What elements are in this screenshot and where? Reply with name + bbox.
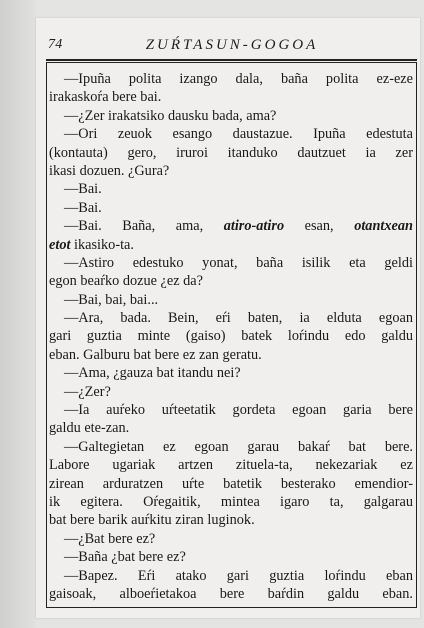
emphasis-text: otantxean (354, 218, 413, 235)
text-line: —Ia auŕeko uŕteetatik gordeta egoan garia bere (64, 402, 413, 419)
text-line: —Bai. (64, 199, 102, 216)
text-span: ikasiko-ta. (70, 236, 134, 253)
text-line: —¿Bat bere ez? (64, 530, 156, 547)
text-line: eban. Galburu bat bere ez zan geratu. (49, 346, 262, 363)
running-head (48, 37, 416, 57)
text-line: bat bere barik auŕkitu ziran luginok. (49, 512, 255, 529)
text-line: ikasi dozuen. ¿Gura? (49, 162, 170, 179)
body-text (49, 70, 413, 603)
running-title: ZUŔTASUN-GOGOA (145, 37, 319, 53)
text-line: —Ori zeuok esango daustazue. Ipuña edestuta (64, 126, 413, 143)
emphasis-text: atiro-atiro (223, 218, 285, 235)
book-page (36, 18, 420, 618)
header-rule (46, 59, 417, 61)
text-line: —Galtegietan ez egoan garau bakaŕ bat bere. (64, 438, 413, 455)
text-line: —Ipuña polita izango dala, baña polita ez-eze (64, 71, 413, 87)
page-gutter (0, 0, 36, 628)
text-line: galdu ete-zan. (49, 420, 130, 437)
text-line: egon beaŕko dozue ¿ez da? (49, 273, 203, 290)
text-line: gaisoak, alboeŕietakoa bere baŕdin galdu eban. (49, 585, 413, 602)
text-span: —Bai. Baña, ama, (64, 218, 224, 235)
text-line: —Ama, ¿gauza bat itandu nei? (64, 365, 241, 382)
text-line: —Bapez. Eŕi atako gari guztia loŕindu eban (64, 567, 413, 584)
text-line: irakaskoŕa bere bai. (49, 89, 162, 106)
text-line: (kontauta) gero, iruroi itanduko dautzuet ia zer (49, 144, 413, 161)
text-line: ik egitera. Oŕegaitik, mintea igaro ta, galgarau (49, 493, 413, 510)
text-span: esan, (284, 218, 355, 235)
text-line (49, 217, 413, 235)
text-line: —Bai. (64, 181, 102, 198)
text-line: gari guztia minte (gaiso) batek loŕindu edo galdu (49, 328, 413, 345)
text-line: Labore ugariak artzen zituela-ta, nekezariak ez (49, 457, 413, 474)
page-number: 74 (48, 37, 63, 52)
text-line (49, 236, 413, 254)
text-line: zirean arduratzen uŕte batetik besterako emendior- (49, 475, 413, 492)
text-line: —¿Zer? (64, 383, 111, 400)
emphasis-text: etot (49, 236, 71, 253)
text-line: —Astiro edestuko yonat, baña isilik eta geldi (64, 254, 413, 271)
text-line: —Ara, bada. Bein, eŕi baten, ia elduta egoan (64, 310, 413, 327)
text-line: —Baña ¿bat bere ez? (64, 549, 186, 566)
text-line: —Bai, bai, bai... (64, 291, 159, 308)
text-line: —¿Zer irakatsiko dausku bada, ama? (64, 107, 277, 124)
